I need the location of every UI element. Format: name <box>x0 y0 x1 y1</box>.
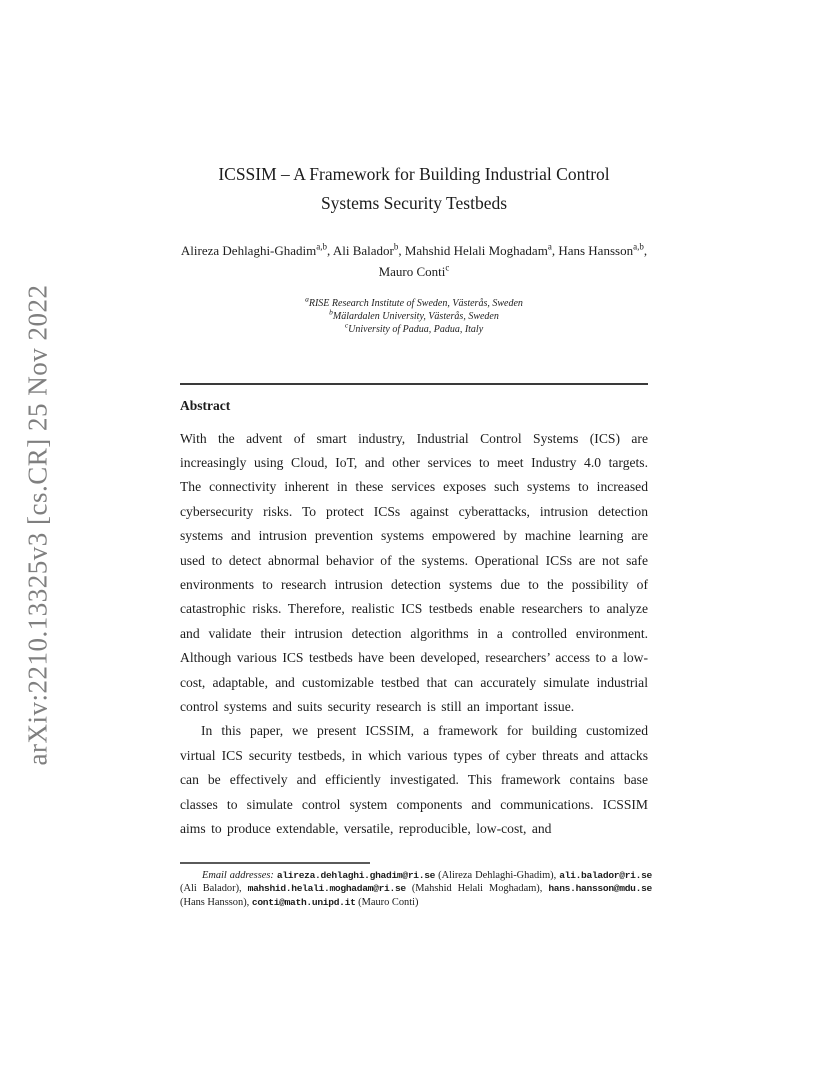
affiliation-line: $^b$Mälardalen University, Västerås, Sweden <box>329 307 499 322</box>
author-name: Ali Balador$^b$ <box>332 241 399 258</box>
footnote-segment: (Mahshid Helali Moghadam), <box>405 883 549 895</box>
email-address: hans.hansson@mdu.se <box>548 883 652 895</box>
footnote-block <box>180 862 652 909</box>
footnote-segment: (Hans Hansson), <box>180 896 252 908</box>
abstract-paragraph-2: In this paper, we present ICSSIM, a framework for building customized virtual ICS security testbeds, in which various types of cyber threats and attacks can be effectively and efficiently investigated. This framework contains base classes to simulate control system components and communications. ICSSIM aims to produce extendable, versatile, reproducible, low-cost, and <box>180 723 648 836</box>
arxiv-stamp: arXiv:2210.13325v3 [cs.CR] 25 Nov 2022 <box>22 284 53 766</box>
email-address: ali.balador@ri.se <box>559 869 652 881</box>
footnote-segment: Email addresses: <box>202 869 277 881</box>
abstract-divider <box>180 383 648 385</box>
footnote-segment: (Mauro Conti) <box>355 896 419 908</box>
footnote-segment: (Ali Balador), <box>180 883 248 895</box>
email-address: alireza.dehlaghi.ghadim@ri.se <box>276 869 436 881</box>
affiliations-block <box>180 294 648 336</box>
paper-title <box>180 160 648 218</box>
email-address: mahshid.helali.moghadam@ri.se <box>247 883 406 895</box>
author-name: Hans Hansson$^{a,b}$ <box>558 241 644 258</box>
footnote-segment: (Alireza Dehlaghi-Ghadim), <box>435 869 560 881</box>
abstract-heading: Abstract <box>180 397 231 413</box>
email-address: conti@math.unipd.it <box>251 896 356 908</box>
authors-line: Alireza Dehlaghi-Ghadim$^{a,b}$, Ali Balador$^b$, Mahshid Helali Moghadam$^a$, Hans Hansson$^{a,b}$, Mauro Conti$^c$ <box>180 241 648 279</box>
author-name: Mauro Conti$^c$ <box>378 262 450 279</box>
paper-title-line2: Systems Security Testbeds <box>320 193 508 213</box>
affiliation-line: $^c$University of Padua, Padua, Italy <box>344 320 484 335</box>
footnote-divider <box>180 862 370 864</box>
paper-content <box>180 160 648 841</box>
author-name: Mahshid Helali Moghadam$^a$ <box>404 241 552 258</box>
author-name: Alireza Dehlaghi-Ghadim$^{a,b}$ <box>180 241 328 258</box>
footnote-text <box>180 869 652 910</box>
paper-title-line1: ICSSIM – A Framework for Building Industrial Control <box>218 164 610 184</box>
abstract-paragraph-1: With the advent of smart industry, Industrial Control Systems (ICS) are increasingly using Cloud, IoT, and other services to meet Industry 4.0 targets. The connectivity inherent in these services exposes such systems to increased cybersecurity risks. To protect ICSs against cyberattacks, intrusion detection systems and intrusion prevention systems empowered by machine learning are used to detect abnormal behavior of the systems. Operational ICSs are not safe environments to research intrusion detection systems due to the possibility of catastrophic risks. Therefore, realistic ICS testbeds enable researchers to analyze and validate their intrusion detection algorithms in a controlled environment. Although various ICS testbeds have been developed, researchers’ access to a low-cost, adaptable, and customizable testbed that can accurately simulate industrial control systems and suits security research is still an important issue. <box>180 430 648 714</box>
affiliation-line: $^a$RISE Research Institute of Sweden, Västerås, Sweden <box>305 294 523 309</box>
